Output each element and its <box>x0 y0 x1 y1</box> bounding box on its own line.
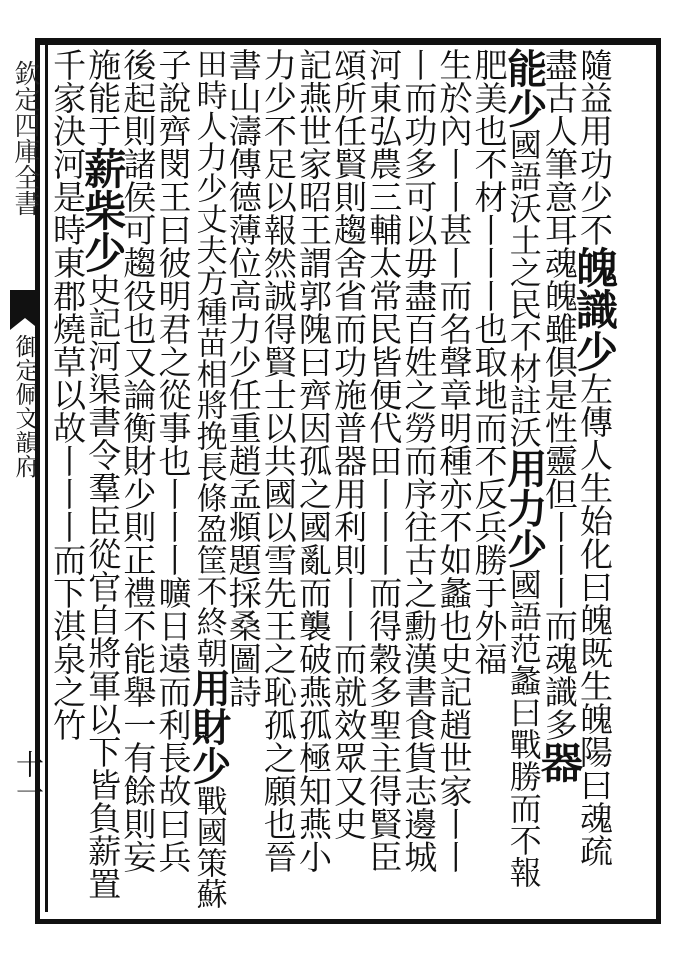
column-text: 施能于 <box>83 48 123 147</box>
headword: 用財少 <box>185 668 232 785</box>
column-text: 子說齊閔王曰彼明君之從事也丨丨丨曠日遠而利長故曰兵 <box>153 48 193 873</box>
text-column <box>185 48 232 909</box>
page-number: 十一 <box>12 750 45 806</box>
column-text: 魂魄雖俱是性靈但丨丨丨而魂識多 <box>539 246 579 741</box>
text-column <box>78 48 128 900</box>
column-text: 後起則諸侯可趨役也又論衡財少則正禮不能舉一有餘則妄 <box>118 48 158 873</box>
column-text: 力少不足以報然誠得賢士以共國以雪先王之恥孤之願也晉 <box>258 48 298 873</box>
text-column <box>534 48 584 783</box>
text-column <box>258 48 298 873</box>
headword: 魄識少 <box>570 246 619 372</box>
text-column <box>469 48 509 675</box>
column-text: 盡古人筆意耳 <box>539 48 579 246</box>
text-column <box>296 48 331 873</box>
column-text: 肥美也不材丨丨丨也 <box>469 48 509 345</box>
column-text: 左傳人生始化曰魄既生魄陽曰魂疏 <box>575 372 614 867</box>
text-column <box>399 48 439 873</box>
text-column <box>48 48 88 741</box>
column-text: 河東弘農三輔太常民皆便代田丨丨丨而得穀多聖主得賢臣 <box>364 48 404 873</box>
column-text: 取地而不反兵勝于外福 <box>469 345 509 675</box>
column-text: 史記河渠書令羣臣從官自將軍以下皆負薪置 <box>83 273 123 900</box>
column-text: 田時人力少丈夫方種苗相將挽長條盈筐不終朝 <box>190 48 227 668</box>
column-text: 千家 <box>48 48 88 114</box>
column-text: 國語沃土之民不材註沃 <box>504 128 543 448</box>
text-column <box>434 48 474 873</box>
headword: 能少 <box>500 48 548 128</box>
column-text: 記燕世家昭王謂郭隗曰齊因孤之國亂而襲破燕孤極知燕小 <box>294 48 333 873</box>
headword: 器 <box>534 741 584 783</box>
fold-header: 欽定四庫全書 <box>10 60 40 216</box>
column-text: 丨而功多可以毋盡百姓之勞而序往古之勳漢書食貨志邊城 <box>399 48 439 873</box>
text-column <box>329 48 369 840</box>
text-column <box>500 48 548 888</box>
text-column <box>364 48 404 873</box>
column-text: 決河是時東郡燒草以故丨丨丨而下淇泉之竹 <box>48 114 88 741</box>
column-text: 國語范蠡曰戰勝而不報 <box>504 568 543 888</box>
headword: 用力少 <box>500 448 548 568</box>
column-text: 頌所任賢則趨舍省而功施普器用利則丨丨而就效眾又史 <box>329 48 369 840</box>
column-text: 戰國策蘇 <box>190 785 227 909</box>
column-text: 生於內丨丨甚丨而名聲章明種亦不如蠡也史記趙世家丨丨 <box>434 48 474 873</box>
text-column <box>153 48 193 873</box>
text-body <box>48 42 619 912</box>
fold-book-title: 御定佩文韻府 <box>11 334 39 478</box>
text-column <box>223 48 263 708</box>
fish-tail-mark <box>10 290 40 330</box>
headword: 薪柴少 <box>78 147 128 273</box>
column-text: 書山濤傳德薄位高力少任重趙孟頫題採桑圖詩 <box>223 48 263 708</box>
column-text: 隨益用功少不 <box>575 48 614 246</box>
